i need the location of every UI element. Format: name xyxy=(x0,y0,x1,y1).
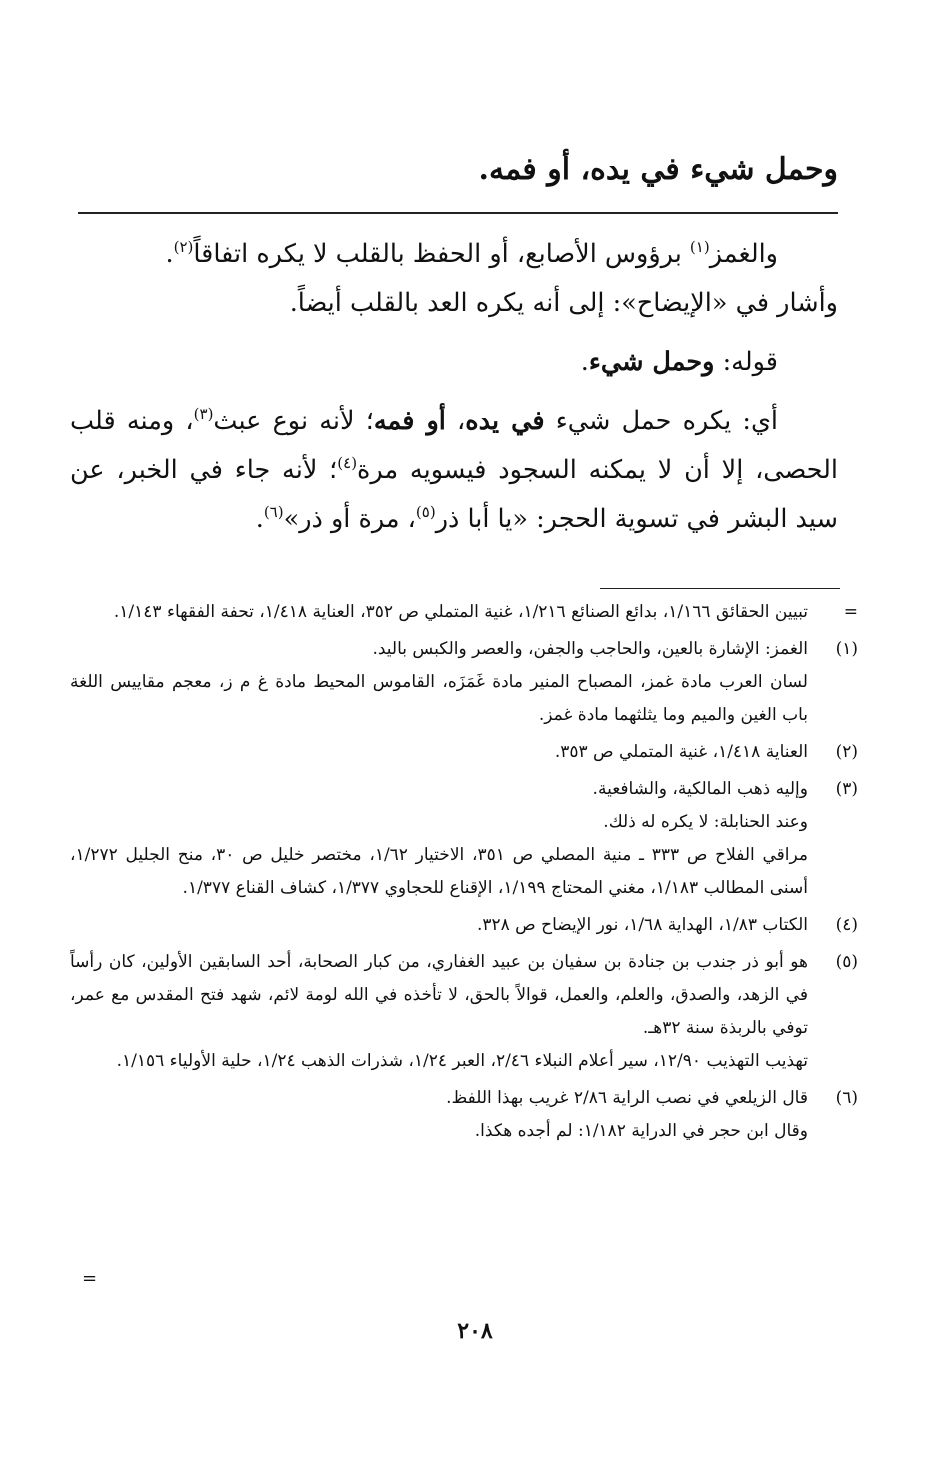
footnote-ref: (٢) xyxy=(173,238,194,256)
footnote-text: لسان العرب مادة غمز، المصباح المنير مادة غَمَزَه، القاموس المحيط مادة غ م ز، معجم مقاييس اللغة باب الغين والميم وما يثلثهما مادة غمز. xyxy=(70,672,808,725)
continuation-end-mark: = xyxy=(82,1268,98,1289)
footnote-text: تهذيب التهذيب ١٢/٩٠، سير أعلام النبلاء ٢/٤٦، العبر ١/٢٤، شذرات الذهب ١/٢٤، حلية الأولياء ١/١٥٦. xyxy=(116,1051,808,1071)
footnote-ref: (١) xyxy=(689,238,710,256)
footnote-3 xyxy=(70,773,858,905)
footnote-continuation xyxy=(70,596,858,629)
section-heading: وحمل شيء في يده، أو فمه. xyxy=(478,152,838,187)
footnote-ref: (٥) xyxy=(415,503,436,521)
footnote-ref: (٦) xyxy=(263,503,284,521)
footnote-number: (٣) xyxy=(835,779,858,799)
footnote-number: (٥) xyxy=(835,952,858,972)
continuation-mark: = xyxy=(843,602,858,622)
text-run: ، ومنه قلب الحصى، إلا أن لا يمكنه السجود فيسويه مرة xyxy=(70,406,838,485)
footnote-1 xyxy=(70,633,858,732)
paragraph-explanation xyxy=(70,397,838,544)
footnote-text: الغمز: الإشارة بالعين، والحاجب والجفن، والعصر والكبس باليد. xyxy=(372,639,808,659)
footnote-text: وقال ابن حجر في الدراية ١/١٨٢: لم أجده هكذا. xyxy=(474,1121,808,1141)
footnote-number: (٢) xyxy=(835,742,858,762)
text-run: ؛ لأنه جاء في الخبر، عن سيد البشر في تسوية الحجر: «يا أبا ذر xyxy=(70,455,838,534)
footnote-2 xyxy=(70,736,858,769)
footnote-text: تبيين الحقائق ١/١٦٦، بدائع الصنائع ١/٢١٦، غنية المتملي ص ٣٥٢، العناية ١/٤١٨، تحفة الفقهاء ١/١٤٣. xyxy=(113,602,808,622)
footnote-text: وإليه ذهب المالكية، والشافعية. xyxy=(592,779,808,799)
text-run: ؛ لأنه نوع عبث xyxy=(213,406,374,436)
footnote-text: مراقي الفلاح ص ٣٣٣ ـ منية المصلي ص ٣٥١، الاختيار ١/٦٢، مختصر خليل ص ٣٠، منح الجليل ١/٢٧٢، أسنى المطالب ١/١٨٣، مغني المحتاج ١/١٩٩، الإقناع للحجاوي ١/٣٧٧، كشاف القناع ١/٣٧٧. xyxy=(70,845,808,898)
paragraph-ghamz xyxy=(70,230,838,279)
footnote-text: قال الزيلعي في نصب الراية ٢/٨٦ غريب بهذا اللفظ. xyxy=(446,1088,808,1108)
footnote-text: هو أبو ذر جندب بن جنادة بن سفيان بن عبيد الغفاري، من كبار الصحابة، أحد السابقين الأولين، كان رأساً في الزهد، والصدق، والعلم، والعمل، قوالاً بالحق، لا تأخذه في الله لومة لائم، شهد فتح المقدس مع عمر، توفي بالربذة سنة ٣٢هـ. xyxy=(70,952,808,1038)
text-run: . xyxy=(255,504,264,534)
page-number: ٢٠٨ xyxy=(457,1318,493,1344)
footnote-text: الكتاب ١/٨٣، الهداية ١/٦٨، نور الإيضاح ص ٣٢٨. xyxy=(476,915,808,935)
paragraph-qawluhu xyxy=(70,338,838,387)
footnote-4 xyxy=(70,909,858,942)
footnotes xyxy=(70,596,858,1152)
footnote-ref: (٣) xyxy=(193,405,214,423)
text-run: . xyxy=(580,347,589,377)
footnote-text: العناية ١/٤١٨، غنية المتملي ص ٣٥٣. xyxy=(554,742,808,762)
text-run: والغمز xyxy=(709,239,778,269)
text-run: قوله: xyxy=(714,347,778,377)
text-run: ، مرة أو ذر» xyxy=(283,504,416,534)
footnote-text: وعند الحنابلة: لا يكره له ذلك. xyxy=(603,812,808,832)
text-run: ، xyxy=(445,406,466,436)
footnote-number: (٤) xyxy=(835,915,858,935)
text-run: برؤوس الأصابع، أو الحفظ بالقلب لا يكره اتفاقاً xyxy=(193,239,690,269)
bold-quote: أو فمه xyxy=(373,406,446,436)
paragraph-idah: وأشار في «الإيضاح»: إلى أنه يكره العد بالقلب أيضاً. xyxy=(289,288,838,318)
footnote-number: (٦) xyxy=(835,1088,858,1108)
bold-quote: وحمل شيء xyxy=(588,347,715,377)
footnote-divider xyxy=(600,588,840,589)
footnote-5 xyxy=(70,946,858,1078)
top-divider xyxy=(78,212,838,214)
footnote-6 xyxy=(70,1082,858,1148)
text-run: . xyxy=(165,239,174,269)
text-run: أي: يكره حمل شيء xyxy=(544,406,779,436)
bold-quote: في يده xyxy=(465,406,545,436)
footnote-ref: (٤) xyxy=(337,454,358,472)
footnote-number: (١) xyxy=(835,639,858,659)
main-text xyxy=(70,230,838,544)
